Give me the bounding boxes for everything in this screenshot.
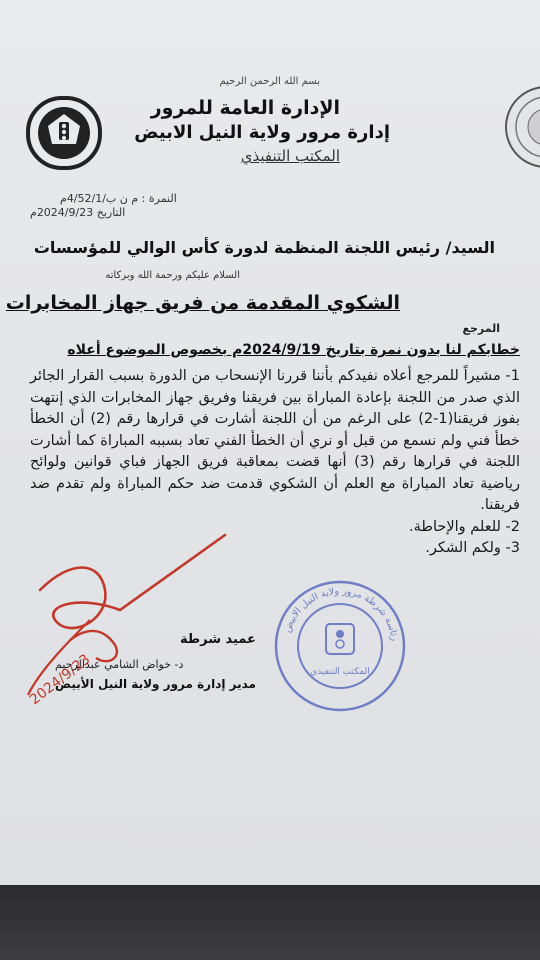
police-seal-icon (500, 82, 540, 172)
header-line-3: المكتب التنفيذي (240, 147, 340, 165)
official-stamp (272, 578, 408, 714)
signature-position: مدير إدارة مرور ولاية النيل الأبيض (55, 677, 256, 691)
basmala: بسم الله الرحمن الرحيم (219, 76, 320, 87)
dark-background-edge (0, 885, 540, 960)
traffic-police-emblem-icon (20, 92, 108, 174)
signature-title: عميد شرطة (180, 632, 256, 647)
paragraph-3: 3- ولكم الشكر. (425, 540, 520, 556)
reference-label: المرجع (462, 322, 500, 335)
signature-date: 2024/9/23 (26, 651, 94, 709)
stamp-outer-text: رئاسة شرطة مرور ولاية النيل الابيض (281, 585, 400, 642)
greeting: السلام عليكم ورحمة الله وبركاته (105, 270, 240, 281)
header-line-1: الإدارة العامة للمرور (150, 97, 340, 119)
paragraph-2: 2- للعلم والإحاطة. (409, 518, 520, 535)
reference-line: خطابكم لنا بدون نمرة بتاريخ 2024/9/19م بخصوص الموضوع أعلاه (67, 342, 520, 358)
paragraph-1: 1- مشيراً للمرجع أعلاه نفيدكم بأننا قررنا الإنسحاب من الدورة بسبب القرار الجائر الذي صدر من اللجنة بإعادة المباراة بين فريقنا وفريق جهاز المخابرات الذي إنتهت بفوز فريقنا(1-2) على الرغم من أن اللجنة أشارت في قرارها رقم (2) أن الخطأ خطأ فني ولم نسمع من قبل أو نري أن الخطأ الفني تعاد بسببه المباراة كما أشارت اللجنة في قرارها رقم (3) أنها قضت بمعاقبة فريق الجهاز فباي قوانين ولوائح رياضية تعاد المباراة مع العلم أن الشكوي قدمت ضد حكم المباراة ولم تقدم ضد فريقنا. (30, 368, 520, 513)
subject: الشكوي المقدمة من فريق جهاز المخابرات (5, 292, 400, 314)
signature-name: د- خواض الشامي عبدالرحيم (55, 658, 184, 671)
stamp-inner-text: المكتب التنفيذي (310, 667, 370, 677)
reference-number: النمرة : م ن ب/4/52/1م (60, 192, 177, 205)
header-line-2: إدارة مرور ولاية النيل الابيض (134, 122, 390, 143)
addressee: السيد/ رئيس اللجنة المنظمة لدورة كأس الوالي للمؤسسات (33, 238, 495, 257)
reference-date: التاريخ 2024/9/23م (30, 206, 126, 219)
